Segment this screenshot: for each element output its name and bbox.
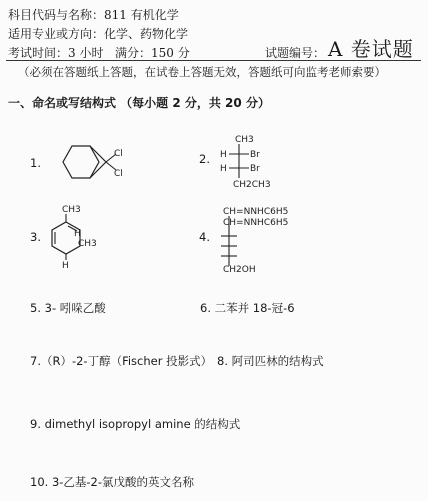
chlorine-label-bottom: Cl <box>114 169 123 179</box>
top-ch3-label: CH3 <box>235 135 254 145</box>
question-1-number: 1. <box>30 156 41 170</box>
h-bottom-label: H <box>62 261 69 270</box>
major-line: 适用专业或方向：化学、药物化学 <box>8 27 189 41</box>
h-label-1: H <box>220 150 227 160</box>
question-4-number: 4. <box>199 230 210 244</box>
question-9: 9. dimethyl isopropyl amine 的结构式 <box>30 417 241 431</box>
ch2oh-label: CH2OH <box>223 265 256 275</box>
section-title: 一、命名或写结构式 （每小题 2 分，共 20 分） <box>8 96 270 110</box>
structure-4-osazone <box>215 204 325 276</box>
paper-title: A 卷试题 <box>328 37 414 61</box>
h-label-2: H <box>220 164 227 174</box>
score-label: 满分：150 分 <box>115 46 190 60</box>
question-3-number: 3. <box>30 230 41 244</box>
time-label: 考试时间：3 小时 <box>8 46 104 60</box>
cyclohexane-ring <box>63 146 99 178</box>
header-rule <box>6 60 421 61</box>
question-5: 5. 3- 吲哚乙酸 <box>30 301 106 315</box>
structure-3-dimethylcyclohexadiene <box>44 200 124 270</box>
question-2-number: 2. <box>199 152 210 166</box>
h-right-label: H <box>74 229 81 239</box>
osazone-row-2: CH=NNHC6H5 <box>223 218 289 228</box>
notice: （必须在答题纸上答题，在试卷上答题无效，答题纸可向监考老师索要） <box>18 65 386 79</box>
osazone-row-1: CH=NNHC6H5 <box>223 207 289 217</box>
ch3-top-label: CH3 <box>62 205 81 215</box>
structure-1-dichloronorcarane <box>48 136 128 190</box>
subject-line: 科目代码与名称：811 有机化学 <box>8 8 179 22</box>
bottom-ethyl-label: CH2CH3 <box>233 180 271 190</box>
chlorine-label-top: Cl <box>114 149 123 159</box>
br-label-1: Br <box>250 150 260 160</box>
br-label-2: Br <box>250 164 260 174</box>
question-10: 10. 3-乙基-2-氯戊酸的英文名称 <box>30 475 195 489</box>
ch3-right-label: CH3 <box>78 239 97 249</box>
question-7: 7.（R）-2-丁醇（Fischer 投影式） <box>30 354 213 368</box>
question-8: 8. 阿司匹林的结构式 <box>217 354 324 368</box>
structure-2-fischer-dibromide <box>215 132 295 190</box>
paper-number-label: 试题编号： <box>265 46 326 60</box>
question-6: 6. 二苯并 18-冠-6 <box>200 301 295 315</box>
